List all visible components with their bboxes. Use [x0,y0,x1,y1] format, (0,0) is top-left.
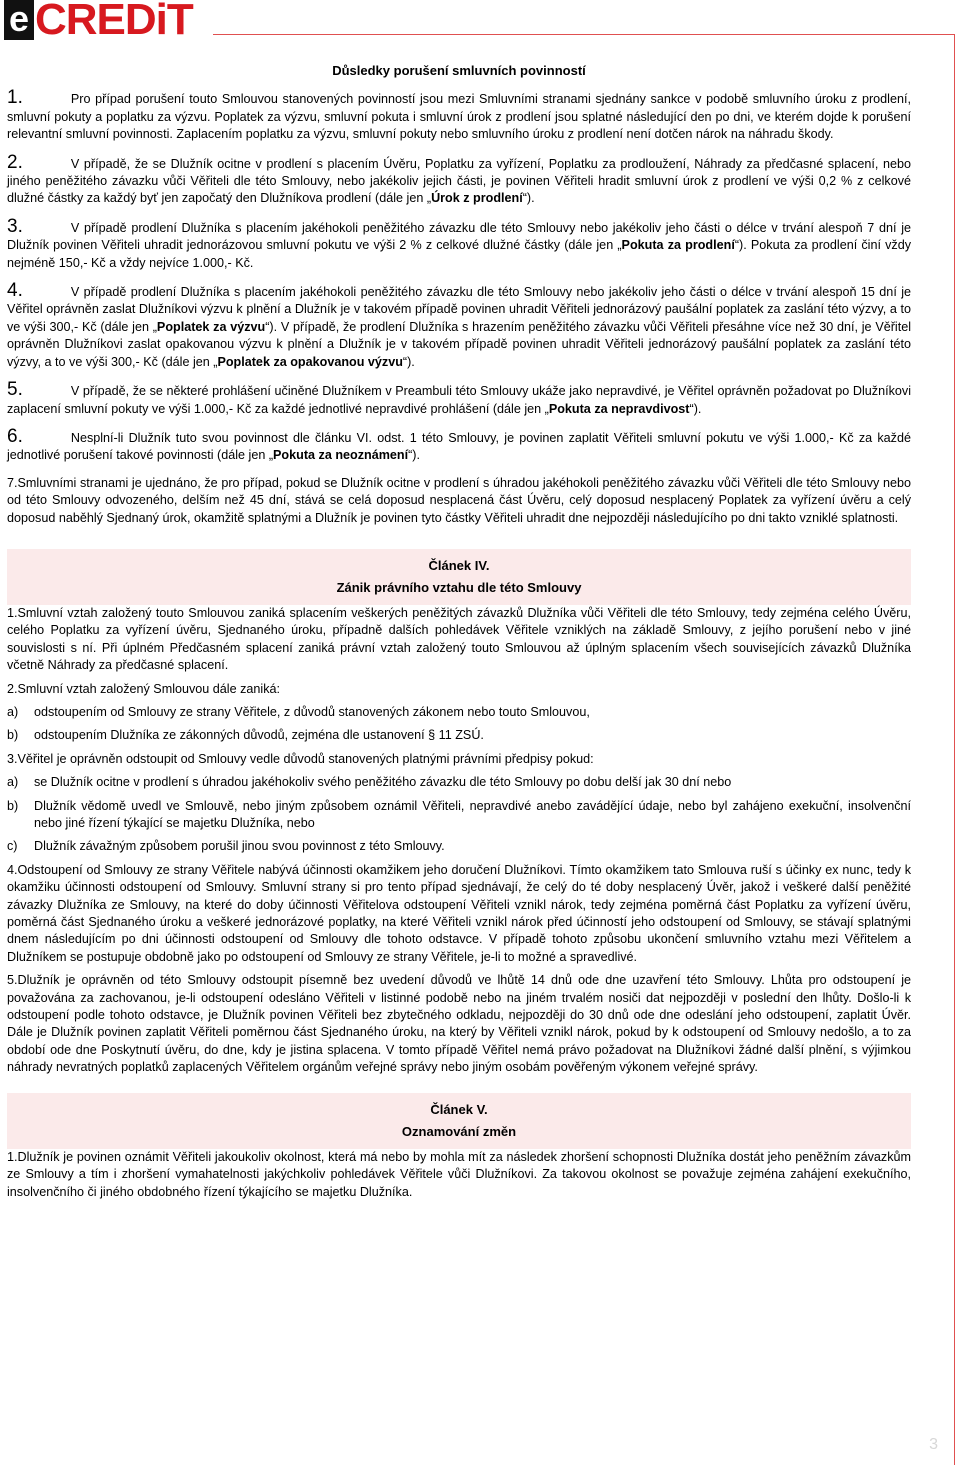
article-4-para-4: 4.Odstoupení od Smlouvy ze strany Věřitele nabývá účinnosti okamžikem jeho doručení Dlužníkovi. Tímto okamžikem tato Smlouva ruší s účinky ex nunc, tedy k okamžiku účinnosti odstoupení od Smlouvy. Smluvní strany si pro tento případ sjednávají, že celý do té doby nesplacený Úvěr, jakož i veškeré další peněžité závazky Dlužníka ze Smlouvy, na které do doby účinnosti Věřitelova odstoupení Věřiteli vznikl nárok, tedy zejména poměrná část Poplatku za vyřízení úvěru, poměrná část Sjednaného úroku a veškeré jednorázové poplatky, na které Věřiteli vznikl nárok před účinností jeho odstoupení od Smlouvy, se stávají splatnými dnem následujícím po dni účinnosti odstoupení od Smlouvy dle tohoto odstavce. V případě tohoto způsobu ukončení smluvního vztahu mezi Věřitelem a Dlužníkem se postupuje obdobně jako po odstoupení od Smlouvy ze strany Věřitele, je-li to možné a spravedlivé. [7,862,911,964]
clause-5 [7,381,911,418]
right-border-rule [954,34,955,1465]
clause-1 [7,89,911,143]
article-5-heading [7,1093,911,1149]
section-heading: Důsledky porušení smluvních povinností [332,63,586,78]
clause-number: 7. [7,475,18,490]
clause-text: Smluvními stranami je ujednáno, že pro případ, pokud se Dlužník ocitne v prodlení s úhradou jakéhokoli peněžitého závazku vůči Věřiteli dle této Smlouvy nebo od této Smlouvy odvozeného, delším než 45 dní, stává se celá doposud nesplacená část Úvěru, celý doposud nesplacený Poplatek za vyřízení úvěru a celý doposud naběhlý Sjednaný úrok, okamžitě splatnými a Dlužník je povinen tyto částky Věřiteli uhradit dne nejpozději následujícího po dni takto vzniklé splatnosti. [7,475,911,525]
clause-2 [7,151,911,208]
clause-number: 3. [7,215,23,237]
clause-text-end: “). [689,401,702,416]
clause-text-end: “). Pokuta za prodlení činí vždy nejméně 150,- Kč a vždy nejvíce 1.000,- Kč. [7,238,911,270]
clause-text-end: “). [522,191,535,206]
article-title: Oznamování změn [401,1123,517,1139]
page-number: 3 [929,1436,938,1453]
defined-term: Pokuta za prodlení [621,238,735,253]
clause-text: V případě, že se Dlužník ocitne v prodlení s placením Úvěru, Poplatku za vyřízení, Poplatku za prodloužení, Náhrady za předčasné splacení, nebo jiného peněžitého závazku vůči Věřiteli dle této Smlouvy, nebo jakékoliv jejich části, je povinen Věřiteli hradit smluvní úrok z prodlení ve výši 0,2 % z celkové dlužné částky za každý byť jen započatý den Dlužníkova prodlení (dále jen „ [7,156,911,206]
list-item [7,838,911,855]
list-marker: c) [7,839,18,854]
defined-term: Pokuta za neoznámení [273,448,409,463]
list-marker: b) [7,728,19,743]
clause-3 [7,215,911,272]
clause-text: Pro případ porušení touto Smlouvou stanovených povinností jsou mezi Smluvními stranami sjednány sankce v podobě smluvního úroku z prodlení, smluvní pokuty a poplatku za výzvu. Poplatek za výzvu, smluvní pokuta i smluvní úrok z prodlení jsou splatné následující den po dni, ve kterém dojde k porušení relevantní smluvní povinnosti. Zaplacením poplatku za výzvu, smluvní pokuty nebo smluvního úroku z prodlení není dotčen nárok na náhradu škody. [7,92,911,142]
article-4-para-3: 3.Věřitel je oprávněn odstoupit od Smlouvy vedle důvodů stanovených platnými právními předpisy pokud: [7,751,594,766]
clause-text: V případě prodlení Dlužníka s placením jakéhokoli peněžitého závazku dle této Smlouvy nebo jakékoliv jeho části o délce v trvání alespoň 15 dní je Věřitel oprávněn zaslat Dlužníkovi výzvu k plnění a Dlužník je v takovém případě povinen uhradit Věřiteli jednorázový paušální poplatek za zaslání této výzvy, a to ve výši 300,- Kč (dále jen „ [7,285,911,334]
clause-number: 4. [7,280,23,302]
ecredit-logo [4,0,193,42]
list-marker: a) [7,704,19,719]
clause-6 [7,425,911,465]
list-text: se Dlužník ocitne v prodlení s úhradou jakéhokoliv svého peněžitého závazku dle této Smlouvy po dobu delší jak 30 dní nebo [34,775,732,790]
defined-term: Úrok z prodlení [431,191,523,206]
list-item [7,704,911,721]
header-rule [213,34,955,35]
list-item [7,774,911,791]
list-text: Dlužník závažným způsobem porušil jinou svou povinnost z této Smlouvy. [34,839,445,854]
list-item [7,727,911,744]
clause-text-end: “). [408,448,420,463]
clause-text: V případě prodlení Dlužníka s placením jakéhokoli peněžitého závazku dle této Smlouvy nebo jakékoliv jeho části o délce v trvání alespoň 7 dní je Dlužník povinen Věřiteli uhradit jednorázovou smluvní pokutu ve výši 2 % z celkové dlužné částky (dále jen „ [7,220,911,253]
clause-number: 2. [7,151,23,173]
article-4-para-2: 2.Smluvní vztah založený Smlouvou dále zaniká: [7,681,281,696]
logo-e-mark: e [4,0,34,40]
clause-7 [7,475,911,527]
clause-text: Nesplní-li Dlužník tuto svou povinnost dle článku VI. odst. 1 této Smlouvy, je povinen zaplatit Věřiteli smluvní pokutu ve výši 1.000,- Kč za každé jednotlivé porušení takové povinnosti (dále jen „ [7,430,911,463]
clause-number: 6. [7,425,23,447]
clause-text-end: “). [402,354,415,369]
document-body [7,58,911,1201]
article-5-para-1: 1.Dlužník je povinen oznámit Věřiteli jakoukoliv okolnost, která má nebo by mohla mít za následek zhoršení schopnosti Dlužníka dostát jeho peněžním závazkům ze Smlouvy a tím i zhoršení vymahatelnosti jakýchkoliv pohledávek Věřitele vůči Dlužníkovi. Za takovou okolnost se považuje zejména zahájení exekučního, insolvenčního či jiného obdobného řízení týkajícího se majetku Dlužníka. [7,1149,911,1199]
list-item [7,798,911,833]
article-label: Článek V. [430,1101,488,1117]
list-text: odstoupením od Smlouvy ze strany Věřitele, z důvodů stanovených zákonem nebo touto Smlouvou, [34,704,590,719]
clause-number: 1. [7,87,23,109]
list-marker: a) [7,775,19,790]
list-text: odstoupením Dlužníka ze zákonných důvodů, zejména dle ustanovení § 11 ZSÚ. [34,728,484,743]
defined-term: Poplatek za výzvu [156,319,266,334]
article-title: Zánik právního vztahu dle této Smlouvy [336,579,582,595]
list-marker: b) [7,798,19,813]
article-4-heading [7,549,911,605]
clause-text-mid: “). V případě, že prodlení Dlužníka s hrazením peněžitého závazku vůči Věřiteli přesáhne více než 30 dní, je Věřitel oprávněn Dlužníkovi zaslat opakovanou výzvu k plnění a Dlužník je v takovém případě povinen uhradit Věřiteli jednorázový paušální poplatek za zaslání této výzvy, a to ve výši 300,- Kč (dále jen „ [7,319,912,369]
defined-term: Poplatek za opakovanou výzvu [217,354,403,369]
list-text: Dlužník vědomě uvedl ve Smlouvě, nebo jiným způsobem oznámil Věřiteli, nepravdivé anebo zavádějící údaje, nebo byl zahájeno exekuční, insolvenční nebo jiné řízení týkající se majetku Dlužníka, nebo [34,798,911,830]
clause-text: V případě, že se některé prohlášení učiněné Dlužníkem v Preambuli této Smlouvy ukáže jako nepravdivé, je Věřitel oprávněn požadovat po Dlužníkovi zaplacení smluvní pokuty ve výši 1.000,- Kč za každé jednotlivé nepravdivé prohlášení (dále jen „ [7,384,911,416]
logo-wordmark: CREDiT [35,0,193,44]
article-4-para-5: 5.Dlužník je oprávněn od této Smlouvy odstoupit písemně bez uvedení důvodů ve lhůtě 14 dnů ode dne uzavření této Smlouvy. Lhůta pro odstoupení je považována za zachovanou, je-li odstoupení odesláno Věřiteli v listinné podobě nebo na jiném trvalém nosiči dat nejpozději v poslední den lhůty. Došlo-li k odstoupení podle tohoto odstavce, je Dlužník povinen Věřiteli bez zbytečného odkladu, nejpozději do 30 dnů ode dne odeslání jeho odstoupení, zaplatit Úvěr. Dále je Dlužník povinen zaplatit Věřiteli poměrnou část Sjednaného úroku, na který by Věřiteli vznikl nárok, pokud by k odstoupení od Smlouvy nedošlo, a to za období ode dne Poskytnutí úvěru, do dne, kdy je jistina splacena. V tomto případě Věřitel nemá právo požadovat na Dlužníkovi žádné další plnění, s výjimkou náhrady nevratných poplatků zaplacených Věřitelem orgánům veřejné správy nebo jiným osobám pověřeným výkonem veřejné správy. [7,973,911,1075]
article-label: Článek IV. [428,557,490,573]
clause-number: 5. [7,379,23,401]
clause-4 [7,282,911,371]
defined-term: Pokuta za nepravdivost [548,401,690,416]
article-4-para-1: 1.Smluvní vztah založený touto Smlouvou zaniká splacením veškerých peněžitých závazků Dlužníka vůči Věřiteli dle této Smlouvy, tedy zejména celého Úvěru, celého Poplatku za vyřízení úvěru, Sjednaného úroku, případně dalších pohledávek Věřitele vzniklých na základě Smlouvy, z jejího porušení nebo v jiné souvislosti s ní. Při úplném Předčasném splacení zaniká právní vztah založený touto Smlouvou až úplným splacením všech souvisejících závazků Dlužníka včetně Náhrady za předčasné splacení. [7,605,911,673]
